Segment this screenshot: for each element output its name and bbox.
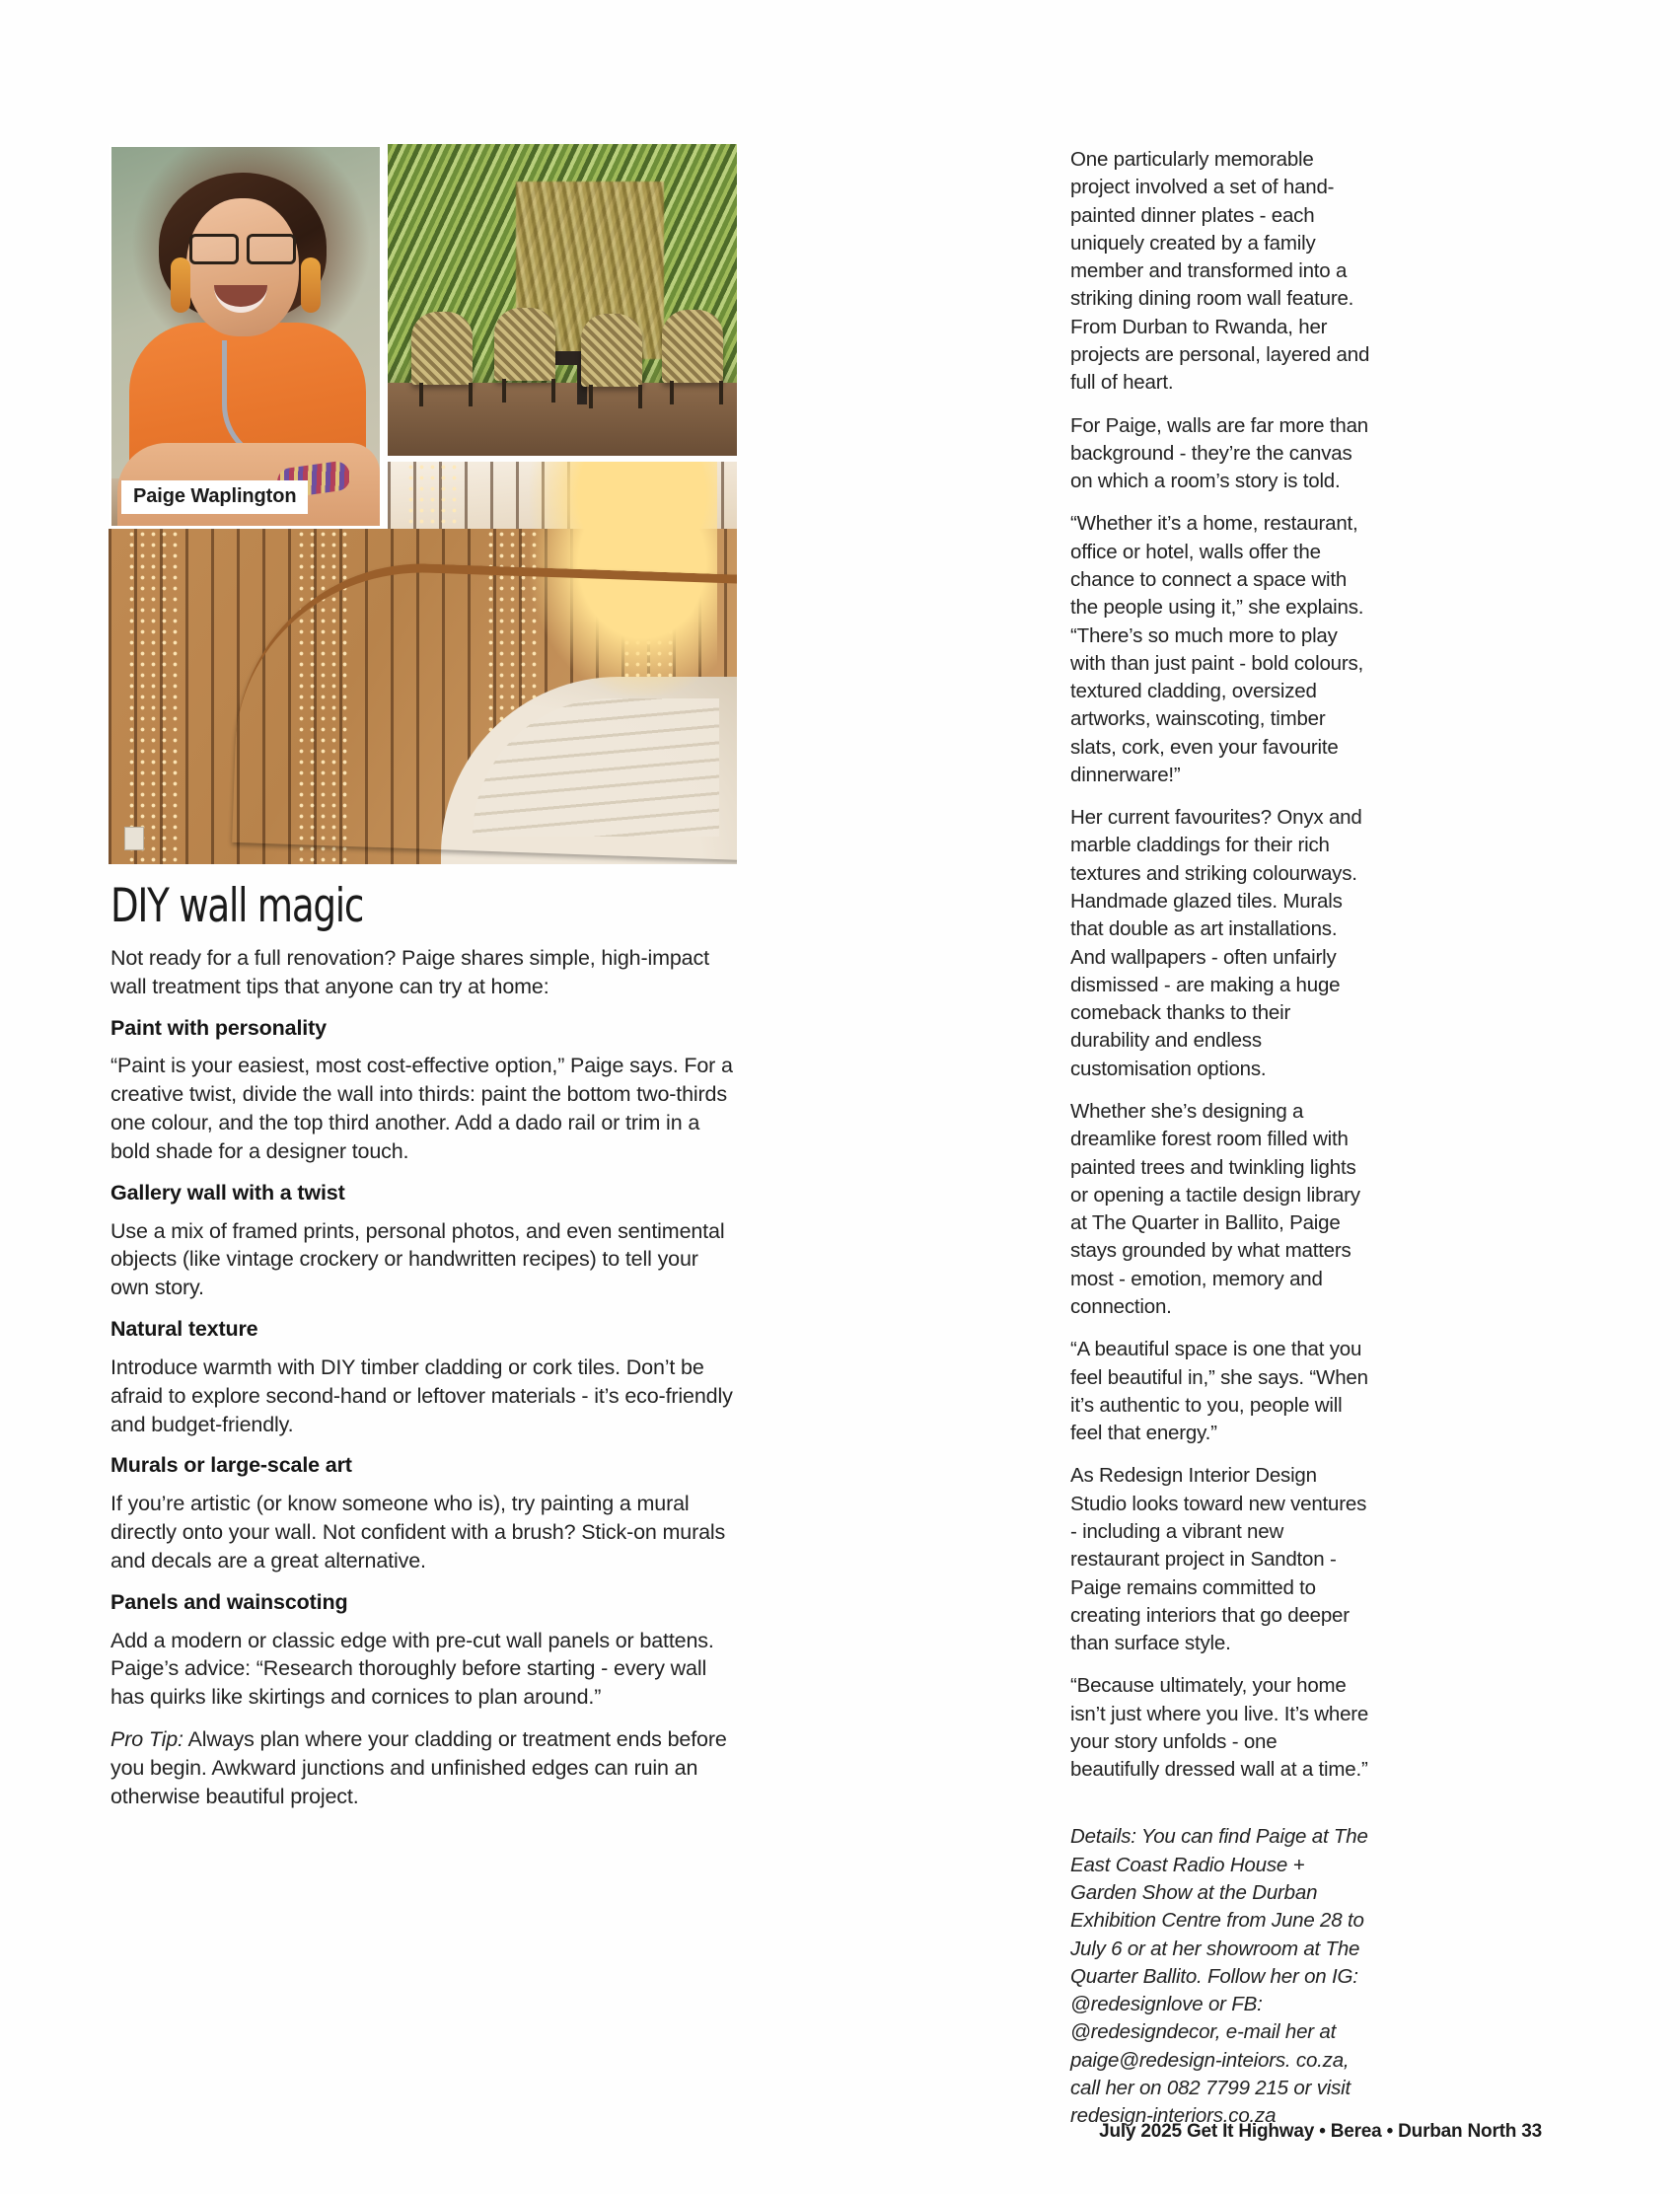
- pro-tip-body: Always plan where your cladding or treatment ends before you begin. Awkward junctions and unfinished edges can ruin an otherwise beautiful project.: [110, 1726, 727, 1808]
- pro-tip-paragraph: [110, 1725, 742, 1810]
- section-heading-natural-texture: Natural texture: [110, 1316, 258, 1341]
- body-paragraph: Whether she’s designing a dreamlike forest room filled with painted trees and twinkling lights or opening a tactile design library at The Quarter in Ballito, Paige stays grounded by what matters most - emotion, memory and connection.: [1070, 1100, 1360, 1318]
- pro-tip-label: Pro Tip:: [110, 1726, 183, 1751]
- section-heading-panels-and-wainscoting: Panels and wainscoting: [110, 1589, 348, 1614]
- body-paragraph: As Redesign Interior Design Studio looks toward new ventures - including a vibrant new restaurant project in Sandton - Paige remains committed to creating interiors that go deeper than surface style.: [1070, 1464, 1367, 1655]
- restaurant-chair: [662, 310, 723, 383]
- body-paragraph: “Whether it’s a home, restaurant, office or hotel, walls offer the chance to connect a space with the people using it,” she explains. “There’s so much more to play with than just paint - bold colours, textured cladding, oversized artworks, wainscoting, timber slats, cork, even your favourite dinnerware!”: [1070, 512, 1364, 786]
- portrait-earring-right: [301, 257, 321, 313]
- body-paragraph: One particularly memorable project involved a set of hand-painted dinner plates - each uniquely created by a family member and transformed into a striking dining room wall feature. From Durban to Rwanda, her projects are personal, layered and full of heart.: [1070, 148, 1370, 395]
- body-paragraph: For Paige, walls are far more than background - they’re the canvas on which a room’s story is told.: [1070, 413, 1368, 493]
- portrait-earring-left: [171, 257, 190, 313]
- section-body-paint-with-personality: “Paint is your easiest, most cost-effective option,” Paige says. For a creative twist, divide the wall into thirds: paint the bottom two-thirds one colour, and the top third another. Add a dado rail or trim in a bold shade for a designer touch.: [110, 1054, 733, 1163]
- photo-green-wall-restaurant: [388, 144, 737, 456]
- photo-collage: [109, 144, 737, 864]
- page-footer: July 2025 Get It Highway • Berea • Durban North 33: [1099, 2121, 1542, 2142]
- section-body-natural-texture: Introduce warmth with DIY timber cladding or cork tiles. Don’t be afraid to explore second-hand or leftover materials - it’s eco-friendly and budget-friendly.: [110, 1354, 733, 1436]
- body-paragraph: “Because ultimately, your home isn’t just where you live. It’s where your story unfolds - one beautifully dressed wall at a time.”: [1070, 1674, 1369, 1782]
- handrail: [232, 557, 737, 860]
- glasses-icon: [189, 234, 296, 259]
- light-switch-plate: [124, 827, 144, 850]
- restaurant-chair: [494, 308, 555, 381]
- photo-caption-paige-waplington: Paige Waplington: [121, 480, 308, 514]
- left-text-column: [110, 879, 742, 1824]
- section-heading-paint-with-personality: Paint with personality: [110, 1015, 327, 1040]
- contact-details-block: Details: You can find Paige at The East Coast Radio House + Garden Show at the Durban Exhibition Centre from June 28 to July 6 or at her showroom at The Quarter Ballito. Follow her on IG: @redesignlove or FB: @redesigndecor, e-mail her at paige@redesign-inteiors. co.za, call her on 082 7799 215 or visit redesign-interiors.co.za: [1070, 1825, 1368, 2128]
- photo-staircase-slats: [109, 529, 737, 864]
- body-paragraph: “A beautiful space is one that you feel beautiful in,” she says. “When it’s authentic to you, people will feel that energy.”: [1070, 1338, 1368, 1445]
- section-body-panels-and-wainscoting: Add a modern or classic edge with pre-cut wall panels or battens. Paige’s advice: “Research thoroughly before starting - every wall has quirks like skirtings and cornices to plan around.”: [110, 1628, 714, 1710]
- section-body-gallery-wall-with-a-twist: Use a mix of framed prints, personal photos, and even sentimental objects (like vintage crockery or handwritten recipes) to tell your own story.: [110, 1218, 725, 1300]
- body-paragraph: Her current favourites? Onyx and marble claddings for their rich textures and striking colourways. Handmade glazed tiles. Murals that double as art installations. And wallpapers - often unfairly dismissed - are making a huge comeback thanks to their durability and endless customisation options.: [1070, 806, 1362, 1080]
- section-body-murals-or-large-scale-art: If you’re artistic (or know someone who is), try painting a mural directly onto your wall. Not confident with a brush? Stick-on murals and decals are a great alternative.: [110, 1492, 726, 1572]
- section-heading-murals-or-large-scale-art: Murals or large-scale art: [110, 1453, 352, 1478]
- restaurant-chair: [411, 312, 473, 385]
- intro-paragraph: Not ready for a full renovation? Paige shares simple, high-impact wall treatment tips that anyone can try at home:: [110, 945, 709, 998]
- portrait-face: [186, 198, 299, 336]
- perforation-pattern: [126, 529, 182, 864]
- restaurant-chair: [581, 314, 642, 387]
- section-heading-gallery-wall-with-a-twist: Gallery wall with a twist: [110, 1180, 345, 1205]
- right-text-column: [1070, 146, 1371, 2131]
- photo-paige-portrait: [109, 144, 383, 529]
- page-title: DIY wall magic: [110, 879, 364, 933]
